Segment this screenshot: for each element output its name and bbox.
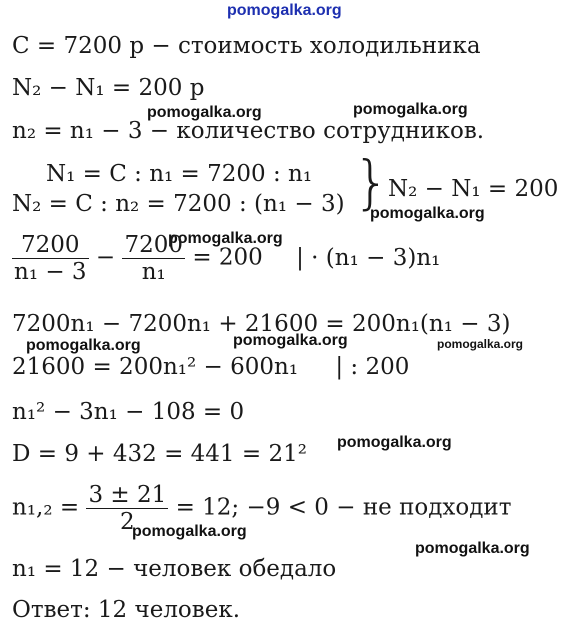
line-quadratic: n₁² − 3n₁ − 108 = 0 — [12, 399, 245, 425]
watermark: pomogalka.org — [233, 332, 348, 349]
line-roots — [12, 482, 511, 535]
fraction-1 — [12, 232, 89, 285]
watermark: pomogalka.org — [415, 540, 530, 557]
watermark-top: pomogalka.org — [227, 2, 342, 19]
watermark: pomogalka.org — [26, 337, 141, 354]
line-employees: n₂ = n₁ − 3 − количество сотрудников. — [12, 118, 485, 144]
fraction-equation — [12, 232, 440, 285]
line-discriminant: D = 9 + 432 = 441 = 21² — [12, 441, 307, 467]
watermark: pomogalka.org — [337, 434, 452, 451]
roots-denominator: 2 — [120, 509, 135, 535]
system-eq-1: N₁ = C : n₁ = 7200 : n₁ — [46, 161, 313, 187]
line-difference: N₂ − N₁ = 200 р — [12, 75, 205, 101]
line-expanded: 7200n₁ − 7200n₁ + 21600 = 200n₁(n₁ − 3) — [12, 311, 511, 337]
system-result: N₂ − N₁ = 200 — [388, 176, 559, 202]
system-brace: } — [353, 148, 390, 216]
watermark: pomogalka.org — [370, 205, 485, 222]
fraction-2 — [122, 232, 185, 285]
watermark: pomogalka.org — [147, 104, 262, 121]
fraction-1-numerator: 7200 — [12, 232, 89, 259]
line-people: n₁ = 12 − человек обедало — [12, 556, 337, 582]
fraction-2-denominator: n₁ — [141, 259, 166, 285]
roots-numerator: 3 ± 21 — [88, 482, 167, 508]
multiplier-note: | · (n₁ − 3)n₁ — [296, 244, 441, 271]
watermark: pomogalka.org — [168, 230, 283, 247]
fraction-1-denominator: n₁ − 3 — [14, 259, 87, 285]
watermark: pomogalka.org — [437, 337, 524, 351]
simplified-equation: 21600 = 200n₁² − 600n₁ — [12, 354, 299, 380]
line-simplified — [12, 353, 409, 381]
roots-result: = 12; −9 < 0 − не подходит — [175, 494, 512, 521]
fraction-2-numerator: 7200 — [124, 232, 184, 258]
line-cost: C = 7200 р − стоимость холодильника — [12, 33, 481, 59]
watermark: pomogalka.org — [353, 101, 468, 118]
equals-200: = 200 — [192, 244, 263, 271]
watermark: pomogalka.org — [132, 523, 247, 540]
minus-sign: − — [95, 244, 116, 271]
roots-lhs: n₁,₂ = — [12, 494, 80, 521]
answer-line: Ответ: 12 человек. — [12, 597, 241, 623]
divide-note: | : 200 — [335, 354, 410, 380]
system-eq-2: N₂ = C : n₂ = 7200 : (n₁ − 3) — [12, 191, 345, 217]
